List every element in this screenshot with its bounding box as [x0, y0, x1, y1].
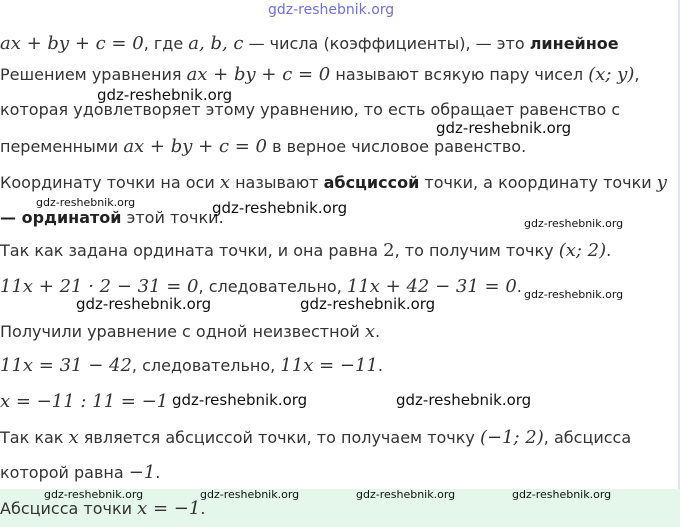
term-bold: линейное	[529, 34, 619, 53]
variables: a, b, c	[188, 33, 244, 54]
watermark: gdz-reshebnik.org	[356, 488, 456, 501]
text-line-2	[0, 64, 639, 86]
watermark: gdz-reshebnik.org	[212, 199, 348, 217]
text: этой точки.	[121, 208, 224, 227]
text-line-4	[0, 136, 526, 158]
text-line-9	[0, 321, 380, 343]
point: (x; 2)	[558, 240, 607, 261]
text: Координату точки на оси	[0, 173, 220, 192]
text: .	[606, 241, 612, 260]
text: Решением уравнения	[0, 65, 187, 84]
text-line-3	[0, 99, 620, 121]
variable: x	[364, 321, 375, 342]
pair: (x; y)	[588, 64, 635, 85]
answer-line	[0, 498, 205, 520]
text: , абсцисса	[543, 428, 632, 447]
text: Абсцисса точки	[0, 499, 138, 518]
equation: 11x = −11	[280, 355, 378, 376]
text: точки, а координату точки	[419, 173, 657, 192]
number: −1	[128, 462, 156, 483]
text: , следовательно,	[198, 277, 347, 296]
text-line-5	[0, 172, 667, 194]
watermark: gdz-reshebnik.org	[300, 295, 436, 313]
text: .	[155, 463, 161, 482]
variable: y	[656, 172, 667, 193]
equation: ax + by + c = 0	[0, 33, 144, 54]
text: .	[200, 499, 206, 518]
text-line-7	[0, 240, 611, 262]
text: , следовательно,	[131, 356, 281, 375]
text: которой равна	[0, 463, 129, 482]
equation: x = −11 : 11 = −1	[0, 391, 169, 412]
text-line-12	[0, 427, 631, 449]
text: , то получим точку	[394, 241, 559, 260]
watermark: gdz-reshebnik.org	[268, 2, 395, 18]
equation: ax + by + c = 0	[123, 136, 268, 157]
watermark: gdz-reshebnik.org	[512, 488, 612, 501]
watermark: gdz-reshebnik.org	[524, 288, 624, 301]
term-bold: абсциссой	[323, 173, 420, 192]
variable: x	[219, 172, 230, 193]
watermark: gdz-reshebnik.org	[436, 119, 572, 137]
watermark: gdz-reshebnik.org	[76, 295, 212, 313]
text: .	[377, 356, 383, 375]
watermark: gdz-reshebnik.org	[396, 391, 532, 409]
number: 2	[383, 240, 395, 261]
text: — числа (коэффициенты), — это	[243, 34, 530, 53]
text: .	[516, 277, 522, 296]
equation: 11x = 31 − 42	[0, 355, 132, 376]
text: ,	[634, 65, 640, 84]
text: называют всякую пару чисел	[330, 65, 589, 84]
equation: 11x + 21 · 2 − 31 = 0	[0, 276, 199, 297]
text-line-13	[0, 462, 160, 484]
text-line-10	[0, 355, 383, 377]
text: называют	[229, 173, 324, 192]
watermark: gdz-reshebnik.org	[36, 196, 136, 209]
equation: 11x + 42 − 31 = 0	[346, 276, 517, 297]
text: Так как задана ордината точки, и она равна	[0, 241, 384, 260]
point: (−1; 2)	[479, 427, 544, 448]
text: переменными	[0, 137, 124, 156]
text: , где	[143, 34, 189, 53]
text: .	[375, 322, 381, 341]
watermark: gdz-reshebnik.org	[44, 488, 144, 501]
text: которая удовлетворяет этому уравнению, то есть обращает равенство с	[0, 100, 621, 119]
watermark: gdz-reshebnik.org	[97, 86, 233, 104]
variable: x	[68, 427, 79, 448]
text-line-6	[0, 207, 224, 229]
text: в верное числовое равенство.	[267, 137, 527, 156]
term-bold: — ординатой	[0, 208, 122, 227]
equation: ax + by + c = 0	[186, 64, 331, 85]
text: Получили уравнение с одной неизвестной	[0, 322, 365, 341]
text: Так как	[0, 428, 69, 447]
text-line-11	[0, 391, 168, 413]
watermark: gdz-reshebnik.org	[200, 488, 300, 501]
text: является абсциссой точки, то получаем точку	[78, 428, 480, 447]
text-line-1	[0, 33, 619, 55]
watermark: gdz-reshebnik.org	[172, 391, 308, 409]
equation: x = −1	[137, 498, 201, 519]
watermark: gdz-reshebnik.org	[524, 217, 624, 230]
